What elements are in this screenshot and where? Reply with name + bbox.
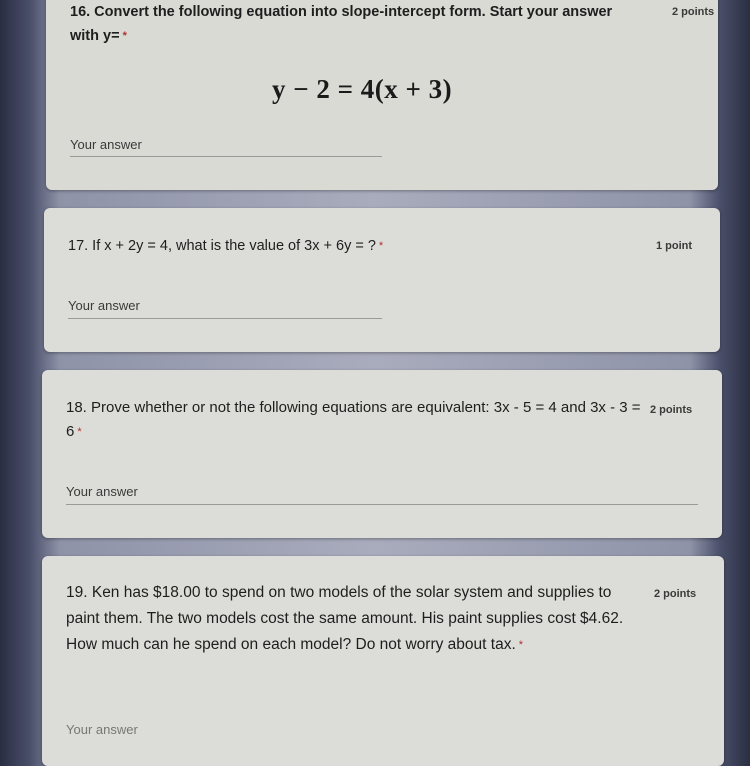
answer-underline: [70, 156, 382, 157]
points-badge: 1 point: [656, 240, 693, 252]
points-badge: 2 points: [672, 6, 715, 18]
points-badge: 2 points: [654, 588, 697, 600]
question-card-17: [44, 208, 720, 352]
question-16-text: 16. Convert the following equation into slope-intercept form. Start your answer with y= *: [70, 4, 613, 44]
question-19-text: 19. Ken has $18.00 to spend on two models of the solar system and supplies to paint them. The two models cost the same amount. His paint supplies cost $4.62. How much can he spend on each model? Do not worry about tax. *: [66, 584, 624, 653]
answer-underline: [66, 504, 698, 505]
equation-image: y − 2 = 4(x + 3): [272, 74, 453, 104]
required-marker: *: [518, 639, 524, 651]
answer-input-18[interactable]: Your answer: [66, 484, 138, 499]
answer-input-19[interactable]: Your answer: [66, 722, 138, 737]
required-marker: *: [77, 426, 82, 438]
question-card-19: [42, 556, 724, 766]
question-18-text: 18. Prove whether or not the following equations are equivalent: 3x - 5 = 4 and 3x - 3 = 6 *: [66, 399, 641, 440]
points-badge: 2 points: [650, 404, 693, 416]
required-marker: *: [122, 30, 127, 42]
question-card-18: [42, 370, 722, 538]
answer-input-17[interactable]: Your answer: [68, 298, 140, 313]
question-card-16: [46, 0, 718, 190]
required-marker: *: [378, 240, 384, 252]
answer-underline: [68, 318, 382, 319]
answer-input-16[interactable]: Your answer: [70, 137, 142, 152]
question-17-text: 17. If x + 2y = 4, what is the value of 3x + 6y = ? *: [68, 238, 384, 254]
